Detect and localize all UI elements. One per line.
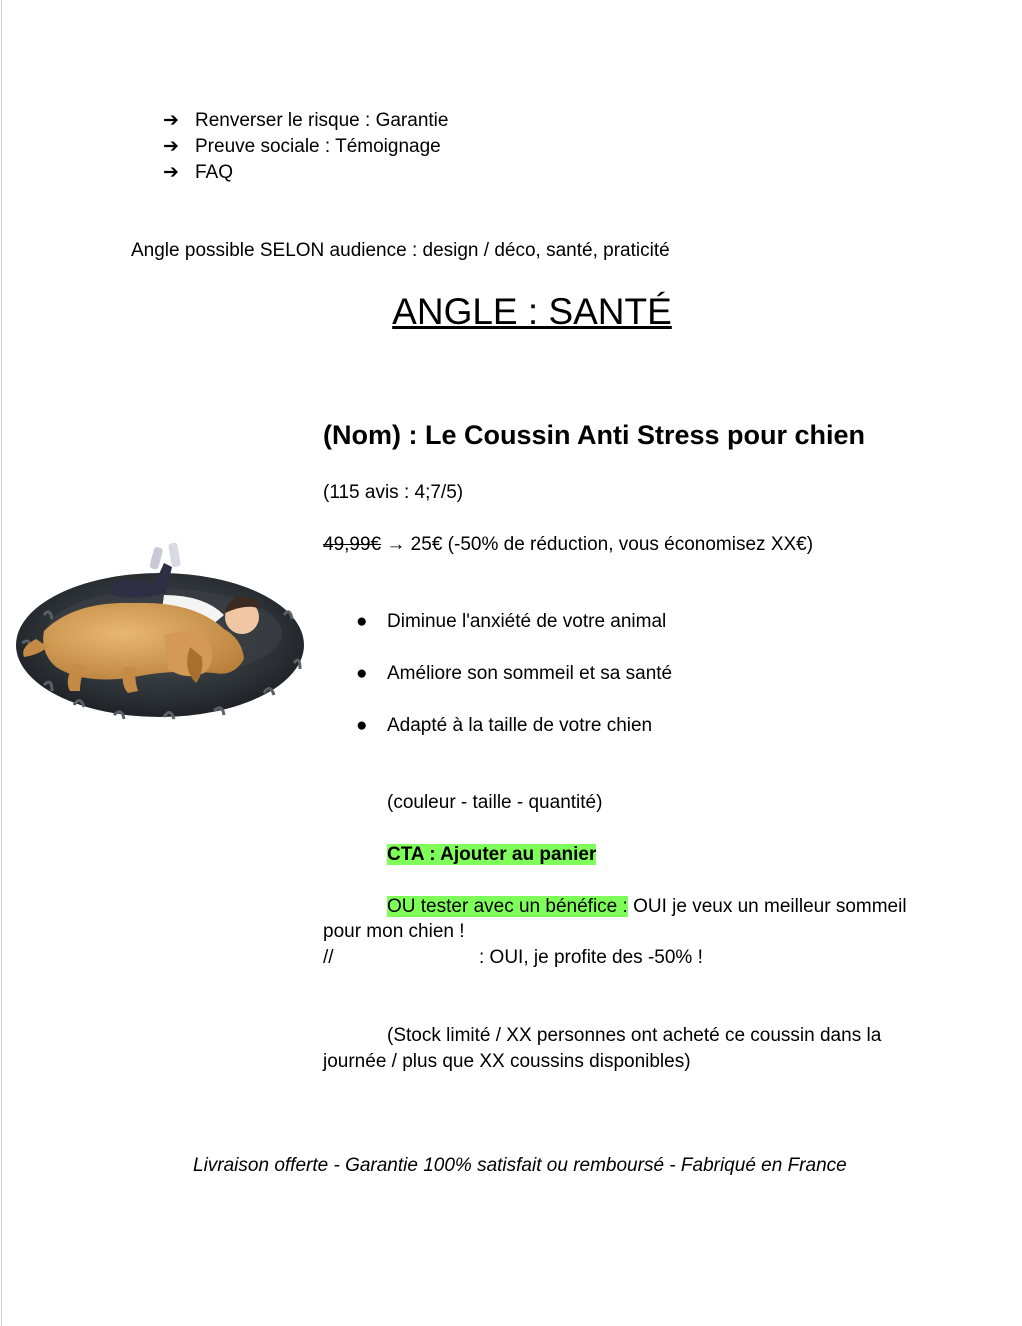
product-options: (couleur - taille - quantité) bbox=[387, 792, 603, 813]
page-edge bbox=[1, 0, 2, 1326]
benefit-item bbox=[356, 609, 666, 635]
arrow-list-item bbox=[163, 134, 441, 160]
arrow-list-item bbox=[163, 108, 448, 134]
alt-cta-prefix: // bbox=[323, 947, 334, 968]
benefit-label: Adapté à la taille de votre chien bbox=[387, 715, 653, 736]
alt-cta bbox=[387, 894, 907, 920]
dog-bed-photo bbox=[14, 535, 309, 725]
alt-cta-highlight: OU tester avec un bénéfice : bbox=[387, 896, 628, 917]
cta-add-to-cart[interactable] bbox=[387, 842, 596, 868]
new-price: → 25€ (-50% de réduction, vous économisez XX€) bbox=[381, 534, 814, 555]
cta-label: CTA : Ajouter au panier bbox=[387, 844, 597, 865]
footer-reassurance: Livraison offerte - Garantie 100% satisfait ou remboursé - Fabriqué en France bbox=[193, 1155, 847, 1176]
arrow-list-label: FAQ bbox=[195, 162, 234, 183]
bullet-icon: ● bbox=[356, 663, 368, 684]
arrow-icon: ➔ bbox=[163, 110, 179, 131]
benefit-item bbox=[356, 661, 672, 687]
product-price bbox=[323, 532, 813, 558]
arrow-list-label: Renverser le risque : Garantie bbox=[195, 110, 449, 131]
product-reviews: (115 avis : 4;7/5) bbox=[323, 482, 464, 503]
alt-cta-rest: OUI je veux un meilleur sommeil bbox=[627, 896, 907, 917]
bullet-icon: ● bbox=[356, 611, 368, 632]
urgency-line1: (Stock limité / XX personnes ont acheté ce coussin dans la bbox=[387, 1025, 882, 1046]
product-name: (Nom) : Le Coussin Anti Stress pour chien bbox=[323, 420, 866, 450]
page-title: ANGLE : SANTÉ bbox=[392, 291, 672, 332]
benefit-label: Améliore son sommeil et sa santé bbox=[387, 663, 673, 684]
arrow-icon: ➔ bbox=[163, 136, 179, 157]
arrow-list-label: Preuve sociale : Témoignage bbox=[195, 136, 441, 157]
arrow-icon: ➔ bbox=[163, 162, 179, 183]
alt-cta-line3: : OUI, je profite des -50% ! bbox=[479, 947, 703, 968]
arrow-list-item bbox=[163, 160, 233, 186]
urgency-line2: journée / plus que XX coussins disponibles) bbox=[323, 1051, 691, 1072]
bullet-icon: ● bbox=[356, 715, 368, 736]
old-price: 49,99€ bbox=[323, 534, 382, 555]
benefit-label: Diminue l'anxiété de votre animal bbox=[387, 611, 667, 632]
angle-note: Angle possible SELON audience : design / déco, santé, praticité bbox=[131, 240, 670, 261]
benefit-item bbox=[356, 713, 652, 739]
alt-cta-line2: pour mon chien ! bbox=[323, 921, 465, 942]
